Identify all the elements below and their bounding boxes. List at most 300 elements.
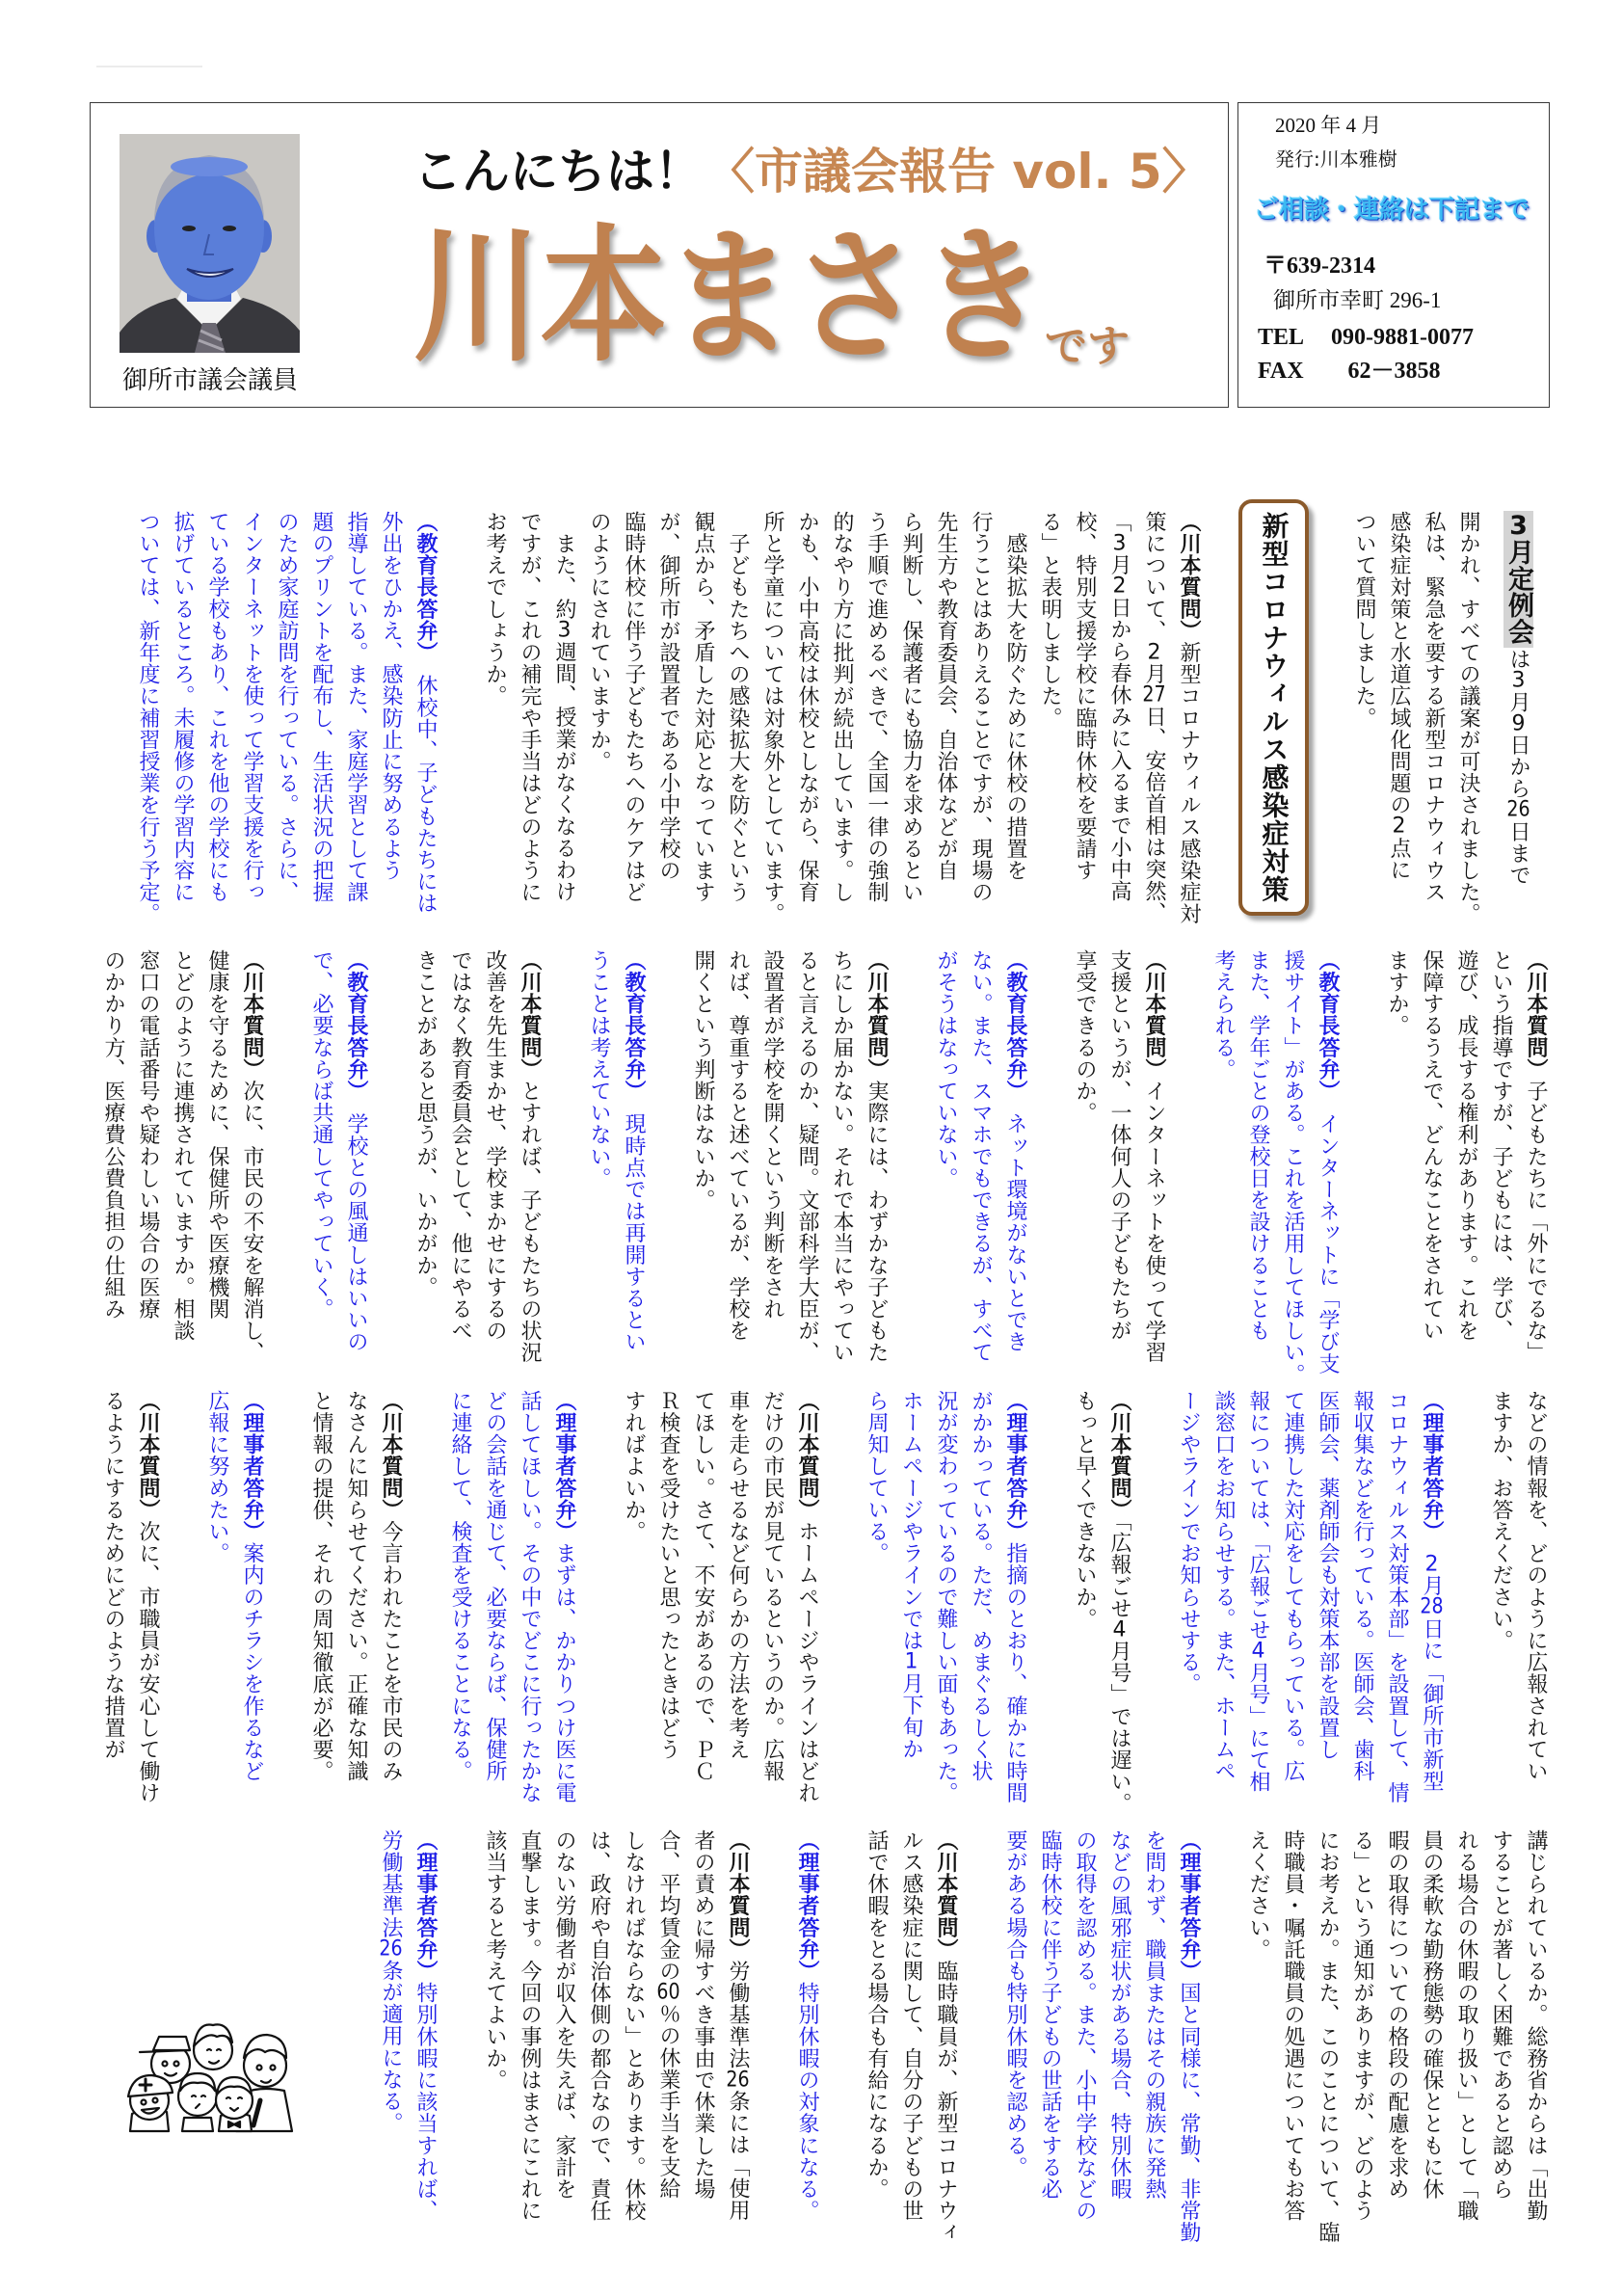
column-text: もっと早くできないか。 — [1073, 1390, 1097, 1630]
column-text: 考えられる。 — [1211, 949, 1236, 1081]
column-text: 題のプリントを配布し、生活状況の把握 — [309, 511, 333, 903]
question-column — [1449, 1829, 1483, 2273]
column-text: 臨時休校に伴う子どもたちへのケアはど — [622, 511, 646, 903]
column-text: 実際には、わずかな子どもた — [865, 1080, 889, 1364]
blank-column — [1171, 949, 1206, 1393]
column-text: ホームページやラインでは1月下旬か — [899, 1390, 923, 1760]
answer-column — [200, 511, 234, 954]
qa-band-2 — [95, 949, 1553, 1393]
answer-speaker-label: （教育長答弁） — [1003, 949, 1027, 1092]
answer-column — [442, 1390, 477, 1833]
session-intro — [1344, 511, 1552, 954]
answer-column — [581, 949, 616, 1393]
column-text: きことがあると思うが、いかがか。 — [413, 949, 438, 1298]
column-text: 外出をひかえ、感染防止に努めるよう — [379, 511, 403, 882]
answer-speaker-label: （教育長答弁） — [622, 949, 646, 1092]
blank-column — [1032, 1390, 1067, 1833]
blank-column — [408, 1390, 442, 1833]
column-text: 窓口の電話番号や疑わしい場合の医療 — [136, 949, 160, 1321]
answer-column — [1171, 1390, 1206, 1833]
column-text: ちにしか届かない。それで本当にやってい — [830, 949, 854, 1364]
question-column — [1518, 949, 1553, 1393]
column-text: 改善を先生まかせ、学校まかせにするの — [483, 949, 507, 1342]
blank-column — [651, 949, 685, 1393]
column-text: 次に、市職員が安心して働け — [136, 1520, 160, 1804]
question-speaker-label: （川本質問） — [518, 949, 542, 1081]
column-text: 指導している。また、家庭学習として課 — [344, 511, 368, 903]
photo-caption: 御所市議会議員 — [121, 366, 298, 395]
question-column — [789, 511, 824, 954]
question-column — [928, 1829, 963, 2273]
question-column — [581, 1829, 616, 2273]
column-text: 特別休暇に該当すれば、 — [413, 1982, 438, 2222]
question-column — [373, 1390, 408, 1833]
tel-label: TEL — [1258, 325, 1305, 350]
answer-column — [130, 511, 165, 954]
column-text: 労働基準法26条が適用になる。 — [379, 1829, 403, 2134]
blank-column — [1206, 1829, 1240, 2273]
answer-column — [998, 1829, 1032, 2273]
column-text: ら判断し、保護者にも協力を求めるとい — [899, 511, 923, 903]
answer-column — [1414, 1390, 1449, 1833]
question-column — [685, 1829, 720, 2273]
column-text: ですが、これの補完や手当はどのように — [518, 511, 542, 903]
answer-column — [304, 511, 338, 954]
question-column — [477, 511, 512, 954]
fax-label: FAX — [1258, 359, 1304, 384]
question-column — [1381, 511, 1416, 954]
name-suffix: です — [1045, 322, 1130, 371]
answer-column — [373, 511, 408, 954]
question-speaker-label: （川本質問） — [1177, 511, 1201, 642]
question-column — [893, 1829, 928, 2273]
column-text: 支援というが、一体何人の子どもたちが — [1107, 949, 1131, 1342]
column-text: 話で休暇をとる場合も有給になるか。 — [865, 1829, 889, 2201]
address: 御所市幸町 296-1 — [1273, 288, 1442, 312]
answer-column — [408, 511, 442, 954]
column-text: のない労働者が収入を失えば、家計を — [552, 1829, 576, 2201]
blank-column — [373, 949, 408, 1393]
question-column — [338, 1390, 373, 1833]
question-speaker-label: （川本質問） — [865, 949, 889, 1081]
column-text: また、学年ごとの登校日を設けることも — [1246, 949, 1270, 1342]
question-column — [789, 949, 824, 1393]
portrait-photo-icon — [120, 134, 300, 353]
column-text: 今言われたことを市民のみ — [379, 1520, 403, 1782]
question-column — [1240, 1829, 1275, 2273]
question-column — [95, 1390, 130, 1833]
question-column — [1346, 511, 1381, 954]
blank-column — [755, 1829, 789, 2273]
column-text: 開くという判断はないか。 — [691, 949, 715, 1212]
column-text: 該当すると考えてよいか。 — [483, 1829, 507, 2092]
column-text: なさんに知らせてください。正確な知識 — [344, 1390, 368, 1782]
column-text: Ｒ検査を受けたいと思ったときはどう — [656, 1390, 680, 1761]
column-text: のかかり方、医療費公費負担の仕組み — [101, 949, 125, 1321]
greeting-line — [413, 145, 1211, 199]
blank-column — [546, 949, 581, 1393]
question-speaker-label: （川本質問） — [795, 1390, 819, 1521]
column-text: が、御所市が設置者である小中学校の — [656, 511, 680, 882]
column-text: ますか、お答えください。 — [1489, 1390, 1513, 1652]
column-text: うことは考えていない。 — [587, 949, 611, 1189]
question-speaker-label: （川本質問） — [240, 949, 264, 1081]
blank-column — [165, 1390, 200, 1833]
answer-column — [963, 949, 998, 1393]
question-column — [720, 1829, 755, 2273]
question-column — [755, 949, 789, 1393]
column-text: 話してほしい。その中でどこに行ったかな — [518, 1390, 542, 1804]
question-speaker-label: （川本質問） — [379, 1390, 403, 1521]
answer-column — [893, 1390, 928, 1833]
question-column — [477, 949, 512, 1393]
blank-column — [581, 1390, 616, 1833]
answer-speaker-label: （理事者答弁） — [1003, 1390, 1027, 1543]
answer-column — [338, 949, 373, 1393]
column-text: 現時点では再開するとい — [622, 1091, 646, 1353]
question-column — [512, 511, 546, 954]
column-text: 子どもたちに「外にでるな」 — [1524, 1080, 1548, 1364]
blank-column — [1136, 1390, 1171, 1833]
column-text: 学校との風通しはいいの — [344, 1091, 368, 1353]
publisher: 発行:川本雅樹 — [1275, 147, 1397, 171]
column-text: は3月9日から26日まで — [1506, 648, 1530, 887]
column-text: 談窓口をお知らせする。また、ホームペ — [1211, 1390, 1236, 1782]
question-column — [1379, 949, 1414, 1393]
question-column — [1414, 949, 1449, 1393]
question-column — [824, 511, 859, 954]
answer-column — [234, 1390, 269, 1833]
column-text: てほしい。さて、不安があるので、ＰＣ — [691, 1390, 715, 1782]
answer-column — [234, 511, 269, 954]
question-column — [1518, 1390, 1553, 1833]
column-text: 感染拡大を防ぐために休校の措置を — [1003, 511, 1027, 882]
question-column — [651, 1390, 685, 1833]
question-column — [1102, 1390, 1136, 1833]
question-column — [651, 1829, 685, 2273]
column-text: 2月28日に「御所市新型 — [1420, 1553, 1444, 1793]
answer-speaker-label: （理事者答弁） — [1177, 1829, 1201, 1983]
answer-speaker-label: （理事者答弁） — [795, 1829, 819, 1983]
column-text: 要がある場合も特別休暇を認める。 — [1003, 1829, 1027, 2178]
column-text: えください。 — [1246, 1829, 1270, 1961]
question-column — [685, 949, 720, 1393]
column-text: ではなく教育委員会として、他にやるべ — [448, 949, 472, 1342]
question-column — [651, 511, 685, 954]
answer-column — [616, 949, 651, 1393]
column-text: 享受できるのか。 — [1073, 949, 1097, 1124]
column-text: ますか。 — [1385, 949, 1409, 1037]
councillor-name: 川本まさき — [413, 211, 1048, 382]
column-text: がそうはなっていない。 — [934, 949, 958, 1189]
contact-heading: ご相談・連絡は下記まで — [1254, 196, 1530, 225]
question-column — [130, 1390, 165, 1833]
answer-column — [477, 1390, 512, 1833]
column-text: ついては、新年度に補習授業を行う予定。 — [136, 511, 160, 925]
question-column — [755, 1390, 789, 1833]
answer-column — [1310, 949, 1344, 1393]
column-text: しなければならない」とあります。休校 — [622, 1829, 646, 2222]
greeting-text: こんにちは！ — [413, 144, 703, 200]
question-column — [546, 511, 581, 954]
question-column — [130, 949, 165, 1393]
answer-column — [1206, 949, 1240, 1393]
blank-column — [1032, 949, 1067, 1393]
column-text: 感染症対策と水道広域化問題の2点に — [1387, 511, 1411, 881]
blank-column — [1344, 949, 1379, 1393]
blank-column — [963, 1829, 998, 2273]
question-column — [859, 1829, 893, 2273]
column-text: 臨時職員が、新型コロナウィ — [934, 1960, 958, 2244]
column-text: ている学校もあり、これを他の学校にも — [205, 511, 229, 903]
column-text: また、約3週間、授業がなくなるわけ — [552, 511, 576, 903]
question-column — [893, 511, 928, 954]
column-text: 開かれ、すべての議案が可決されました。 — [1456, 511, 1480, 925]
column-text: 休校中、子どもたちには — [413, 653, 438, 915]
column-text: 校、特別支援学校に臨時休校を要請す — [1073, 511, 1097, 882]
column-text: 報については、「広報ごせ4月号」にて相 — [1246, 1390, 1270, 1793]
fax-number: 62－3858 — [1347, 359, 1441, 384]
tel-number: 090-9881-0077 — [1331, 325, 1475, 350]
question-column — [95, 949, 130, 1393]
answer-column — [789, 1829, 824, 2273]
question-column — [859, 511, 893, 954]
column-text: 者の責めに帰すべき事由で休業した場 — [691, 1829, 715, 2201]
question-column — [1518, 1829, 1553, 2273]
column-text: インターネットを使って学習支援を行っ — [240, 511, 264, 903]
column-text: 援サイト」がある。これを活用してほしい。 — [1281, 949, 1305, 1385]
answer-speaker-label: （理事者答弁） — [413, 1829, 438, 1983]
column-text: どの会話を通じて、必要ならば、保健所 — [483, 1390, 507, 1782]
column-text: インターネットを使って学習 — [1142, 1080, 1166, 1364]
column-text: は、政府や自治体側の都合なので、責任 — [587, 1829, 611, 2222]
column-text: ると言えるのか、疑問。文部科学大臣が、 — [795, 949, 819, 1364]
column-text: 策について、2月27日、安倍首相は突然、 — [1142, 511, 1166, 924]
blank-column — [824, 1829, 859, 2273]
answer-column — [1240, 949, 1275, 1393]
answer-column — [338, 511, 373, 954]
column-text: るようにするためにどのような措置が — [101, 1390, 125, 1761]
column-text: 案内のチラシを作るなど — [240, 1542, 264, 1782]
column-text: 先生方や教育委員会、自治体などが自 — [934, 511, 958, 882]
column-text: ホームページやラインはどれ — [795, 1520, 819, 1804]
question-speaker-label: （川本質問） — [1142, 949, 1166, 1081]
question-column — [1275, 1829, 1310, 2273]
blank-column — [442, 511, 477, 954]
question-column — [1414, 1829, 1449, 2273]
column-text: ルス感染症に関して、自分の子どもの世 — [899, 1829, 923, 2222]
question-column — [1483, 1390, 1518, 1833]
answer-column — [1206, 1390, 1240, 1833]
question-speaker-label: （川本質問） — [1524, 949, 1548, 1081]
section-heading-text: 新型コロナウィルス感染症対策 — [1258, 512, 1290, 903]
column-text: 臨時休校に伴う子どもの世話をする必 — [1038, 1829, 1062, 2201]
decorative-line — [96, 66, 202, 67]
question-column — [928, 511, 963, 954]
telephone — [1258, 323, 1474, 352]
answer-column — [998, 1390, 1032, 1833]
answer-column — [998, 949, 1032, 1393]
question-column — [720, 511, 755, 954]
question-column — [304, 1390, 338, 1833]
question-column — [1449, 949, 1483, 1393]
column-text: ージやラインでお知らせする。 — [1177, 1390, 1201, 1695]
section-heading — [1238, 499, 1309, 916]
column-text: 私は、緊急を要する新型コロナウィウス — [1422, 511, 1446, 903]
column-text: などの風邪症状がある場合、特別休暇 — [1107, 1829, 1131, 2201]
column-text: すればよいか。 — [622, 1390, 646, 1543]
column-text: にお考えか。また、このことについて、臨 — [1316, 1829, 1340, 2244]
answer-column — [1240, 1390, 1275, 1833]
question-column — [1136, 511, 1171, 954]
column-text: のため家庭訪問を行っている。さらに、 — [275, 511, 299, 903]
answer-column — [1102, 1829, 1136, 2273]
column-text: 車を走らせるなど何らかの方法を考え — [726, 1390, 750, 1761]
column-text: れる場合の休暇の取り扱い」として「職 — [1454, 1829, 1478, 2222]
question-column — [1136, 949, 1171, 1393]
column-text: だけの市民が見ているというのか。広報 — [760, 1390, 785, 1782]
question-column — [720, 1390, 755, 1833]
question-column — [1067, 949, 1102, 1393]
question-column — [442, 949, 477, 1393]
answer-column — [1136, 1829, 1171, 2273]
column-text: がかかっている。ただ、めまぐるしく状 — [969, 1390, 993, 1782]
column-text: することが著しく困難であると認めら — [1489, 1829, 1513, 2201]
qa-band-3 — [95, 1390, 1553, 1833]
question-column — [1450, 511, 1485, 954]
column-text: 特別休暇の対象になる。 — [795, 1982, 819, 2222]
column-text: で、必要ならば共通してやっていく。 — [309, 949, 333, 1321]
column-text: 拡げているところ。未履修の学習内容に — [171, 511, 195, 903]
postal-code: 〒639-2314 — [1264, 254, 1375, 279]
question-column — [1344, 1829, 1379, 2273]
question-speaker-label: （川本質問） — [1107, 1390, 1131, 1521]
answer-column — [1032, 1829, 1067, 2273]
column-text: 子どもたちへの感染拡大を防ぐという — [726, 511, 750, 903]
answer-column — [1275, 1390, 1310, 1833]
column-text: る」と表明しました。 — [1038, 511, 1062, 729]
column-text: 観点から、矛盾した対応となっています — [691, 511, 715, 903]
column-text: 健康を守るために、保健所や医療機関 — [205, 949, 229, 1321]
group-of-people-icon — [120, 2008, 299, 2138]
question-column — [1483, 1829, 1518, 2273]
column-text: 新型コロナウィルス感染症対 — [1177, 641, 1201, 925]
column-text: 設置者が学校を開くという判断をされ — [760, 949, 785, 1321]
column-text: とどのように連携されていますか。相談 — [171, 949, 195, 1342]
column-text: 指摘のとおり、確かに時間 — [1003, 1542, 1027, 1804]
answer-speaker-label: （教育長答弁） — [413, 511, 438, 654]
question-column — [720, 949, 755, 1393]
answer-column — [512, 1390, 546, 1833]
question-speaker-label: （川本質問） — [934, 1829, 958, 1961]
question-column — [685, 511, 720, 954]
column-text: 「3月2日から春休みに入るまで小中高 — [1107, 511, 1131, 902]
blank-column — [442, 1829, 477, 2273]
answer-speaker-label: （教育長答弁） — [1316, 949, 1340, 1092]
qa-band-4 — [95, 1829, 1553, 2273]
blank-column — [893, 949, 928, 1393]
question-column — [512, 1829, 546, 2273]
question-column — [234, 949, 269, 1393]
answer-column — [165, 511, 200, 954]
column-text: と情報の提供、それの周知徹底が必要。 — [309, 1390, 333, 1782]
answer-column — [1379, 1390, 1414, 1833]
column-text: 合、平均賃金の60％の休業手当を支給 — [656, 1829, 680, 2200]
question-column — [1379, 1829, 1414, 2273]
blank-column — [269, 949, 304, 1393]
question-column — [1483, 949, 1518, 1393]
column-text: 保障するうえで、どんなことをされてい — [1420, 949, 1444, 1342]
column-text: 「広報ごせ4月号」では遅い。 — [1107, 1520, 1131, 1815]
answer-column — [546, 1390, 581, 1833]
column-text: ら周知している。 — [865, 1390, 889, 1564]
column-text: 直撃します。今回の事例はまさにこれに — [518, 1829, 542, 2222]
question-column — [859, 949, 893, 1393]
question-column — [1171, 511, 1206, 954]
question-column — [581, 511, 616, 954]
column-text: という指導ですが、子どもには、学び、 — [1489, 949, 1513, 1342]
column-text: 報収集などを行っている。医師会、歯科 — [1350, 1390, 1374, 1782]
column-text: ネット環境がないとでき — [1003, 1091, 1027, 1353]
column-text: れば、尊重すると述べているが、学校を — [726, 949, 750, 1342]
column-text: のようにされていますか。 — [587, 511, 611, 773]
question-column — [200, 949, 234, 1393]
question-column — [616, 1829, 651, 2273]
question-column — [616, 511, 651, 954]
column-text: 医師会、薬剤師会も対策本部を設置し — [1316, 1390, 1340, 1761]
question-column — [477, 1829, 512, 2273]
column-text: お考えでしょうか。 — [483, 511, 507, 707]
column-text: ついて質問しました。 — [1352, 511, 1376, 729]
column-text: 時職員・嘱託職員の処遇についてもお答 — [1281, 1829, 1305, 2222]
answer-speaker-label: （教育長答弁） — [344, 949, 368, 1092]
answer-column — [304, 949, 338, 1393]
question-column — [1032, 511, 1067, 954]
column-text: ない。また、スマホでもできるが、すべて — [969, 949, 993, 1364]
question-column — [789, 1390, 824, 1833]
column-text: 員の柔軟な勤務態勢の確保とともに休 — [1420, 1829, 1444, 2201]
column-text: う手順で進めるべきで、全国一律の強制 — [865, 511, 889, 903]
answer-column — [928, 1390, 963, 1833]
column-text: とすれば、子どもたちの状況 — [518, 1080, 542, 1364]
blank-column — [824, 1390, 859, 1833]
answer-column — [1344, 1390, 1379, 1833]
column-text: 的なやり方に批判が続出しています。し — [830, 511, 854, 903]
question-column — [755, 511, 789, 954]
fax — [1258, 357, 1441, 386]
column-text: に連絡して、検査を受けることになる。 — [448, 1390, 472, 1782]
question-column — [998, 511, 1032, 954]
column-text: などの情報を、どのように広報されてい — [1524, 1390, 1548, 1782]
column-text: かも、小中高校は休校としながら、保育 — [795, 511, 819, 903]
question-speaker-label: （川本質問） — [136, 1390, 160, 1521]
column-text: 講じられているか。総務省からは「出勤 — [1524, 1829, 1548, 2222]
column-text: 行うことはありえることですが、現場の — [969, 511, 993, 903]
column-text: 遊び、成長する権利があります。これを — [1454, 949, 1478, 1342]
question-column — [824, 949, 859, 1393]
question-column — [685, 1390, 720, 1833]
answer-column — [1067, 1829, 1102, 2273]
question-column — [1102, 949, 1136, 1393]
question-column — [512, 949, 546, 1393]
blank-column — [1449, 1390, 1483, 1833]
answer-column — [1171, 1829, 1206, 2273]
answer-column — [269, 511, 304, 954]
qa-band-1 — [130, 511, 1206, 954]
question-column — [963, 511, 998, 954]
answer-speaker-label: （理事者答弁） — [240, 1390, 264, 1543]
column-text: る」という通知がありますが、どのよう — [1350, 1829, 1374, 2222]
